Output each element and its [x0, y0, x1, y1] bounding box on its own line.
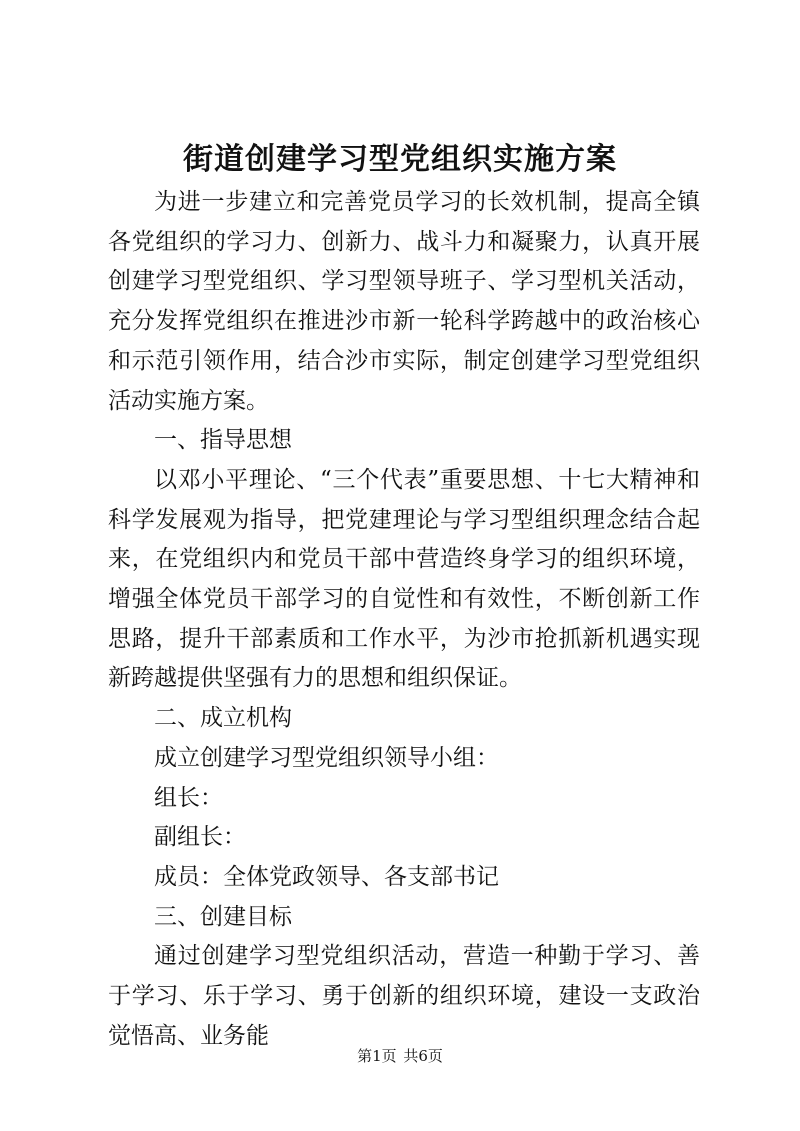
group-leader-line: 组长：	[154, 784, 223, 811]
intro-paragraph: 为进一步建立和完善党员学习的长效机制，提高全镇各党组织的学习力、创新力、战斗力和凝聚力，认真开展创建学习型党组织、学习型领导班子、学习型机关活动，充分发挥党组织在推进沙市新一轮科学跨越中的政治核心和示范引领作用，结合沙市实际，制定创建学习型党组织活动实施方案。	[108, 189, 700, 414]
deputy-leader-line: 副组长：	[154, 824, 246, 851]
guiding-thought-paragraph: 以邓小平理论、“三个代表”重要思想、十七大精神和科学发展观为指导，把党建理论与学习型组织理念结合起来，在党组织内和党员干部中营造终身学习的组织环境，增强全体党员干部学习的自觉性和有效性，不断创新工作思路，提升干部素质和工作水平，为沙市抢抓新机遇实现新跨越提供坚强有力的思想和组织保证。	[108, 466, 700, 692]
members-line: 成员：全体党政领导、各支部书记	[154, 863, 499, 890]
goals-paragraph: 通过创建学习型党组织活动，营造一种勤于学习、善于学习、乐于学习、勇于创新的组织环境，建设一支政治觉悟高、业务能	[108, 943, 700, 1049]
document-body	[108, 183, 700, 1056]
section-heading-establish-org: 二、成立机构	[154, 705, 292, 732]
section-heading-goals: 三、创建目标	[154, 903, 292, 930]
document-title: 街道创建学习型党组织实施方案	[183, 142, 617, 177]
page-number: 第1页	[357, 1047, 397, 1065]
section-heading-guiding-thought: 一、指导思想	[154, 427, 292, 454]
page-footer	[0, 1046, 800, 1066]
leadership-group-line: 成立创建学习型党组织领导小组：	[154, 744, 499, 771]
total-pages: 共6页	[403, 1047, 443, 1065]
